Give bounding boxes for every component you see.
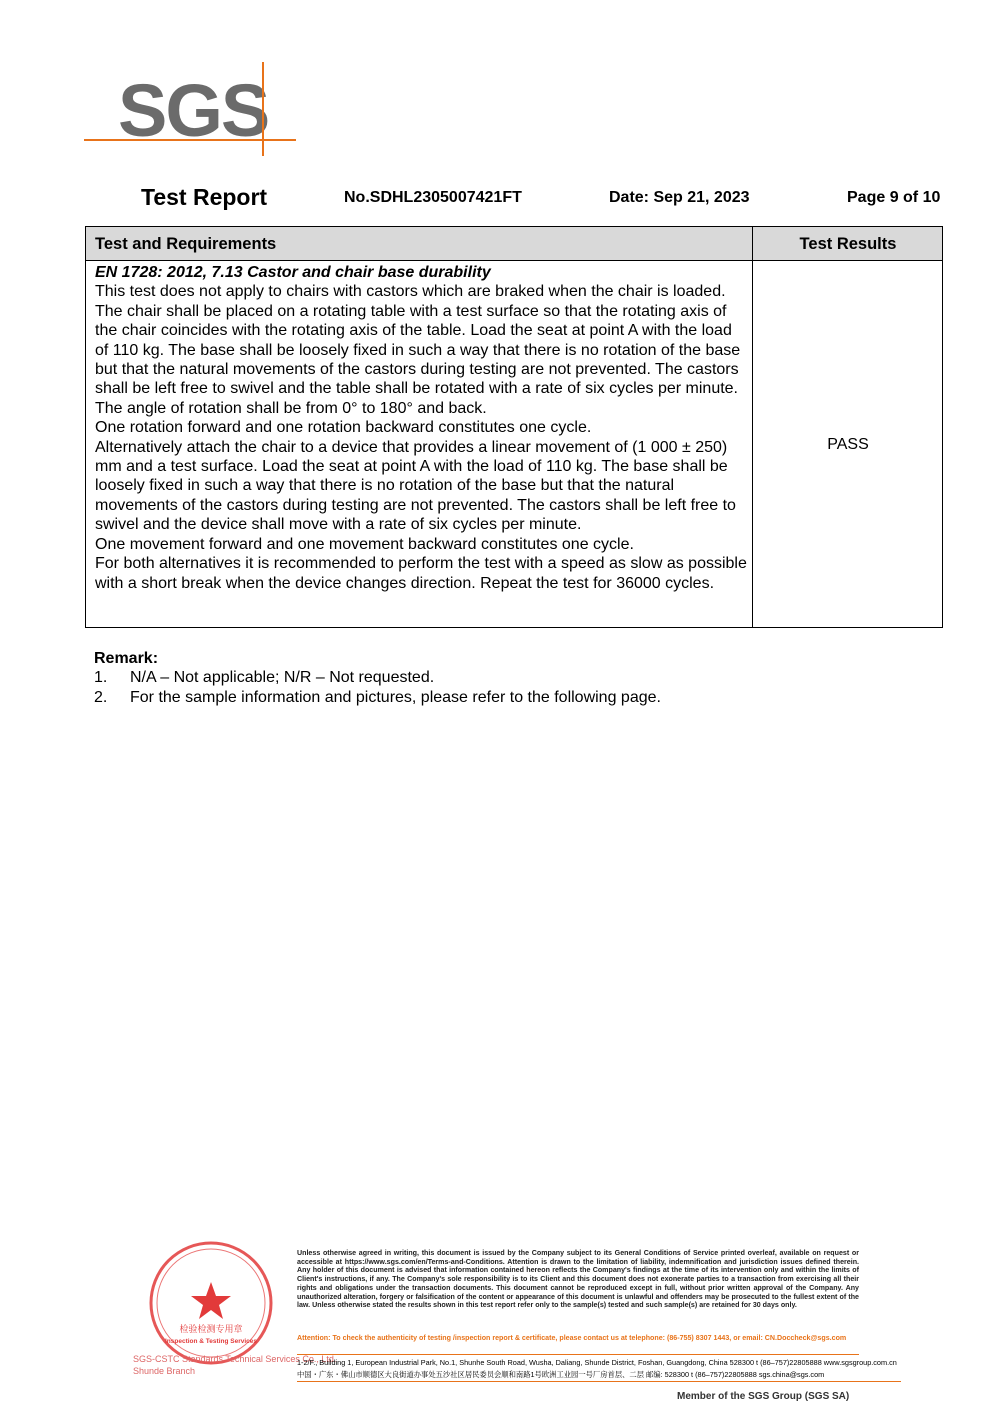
footer-divider: [297, 1381, 901, 1382]
remark-title: Remark:: [94, 650, 159, 667]
legal-disclaimer: Unless otherwise agreed in writing, this document is issued by the Company subject to its General Conditions of Service printed overleaf, available on request or accessible at https://www.sgs.com/en/Terms-and-Conditions. Attention is drawn to the limitation of liability, indemnification and jurisdiction issues defined therein. Any holder of this document is advised that information contained hereon reflects the Company's findings at the time of its intervention only and within the limits of Client's instructions, if any. The Company's sole responsibility is to its Client and this document does not exonerate parties to a transaction from exercising all their rights and obligations under the transaction documents. This document cannot be reproduced except in full, without prior written approval of the Company. Any unauthorized alteration, forgery or falsification of the content or appearance of this document is unlawful and offenders may be prosecuted to the fullest extent of the law. Unless otherwise stated the results shown in this test report refer only to the sample(s) tested and such sample(s) are retained for 30 days only.: [297, 1249, 859, 1310]
remark-item: [94, 689, 794, 709]
stamp-caption: SGS-CSTC Standards Technical Services Co., Ltd. Shunde Branch: [133, 1354, 337, 1376]
report-date: Date: Sep 21, 2023: [609, 189, 750, 206]
requirement-paragraph: For both alternatives it is recommended to perform the test with a speed as slow as possible with a short break when the device changes direction. Repeat the test for 36000 cycles.: [95, 555, 747, 592]
header-test-requirements: Test and Requirements: [95, 235, 277, 253]
column-divider: [752, 227, 753, 627]
remark-number: 1.: [94, 669, 108, 686]
sgs-logo: [80, 58, 300, 158]
report-number: No.SDHL2305007421FT: [344, 189, 522, 206]
authenticity-notice: Attention: To check the authenticity of testing /inspection report & certificate, please contact us at telephone: (86-755) 8307 1443, or email: CN.Doccheck@sgs.com: [297, 1334, 847, 1342]
test-result-value: PASS: [827, 436, 869, 453]
test-clause-heading: EN 1728: 2012, 7.13 Castor and chair base durability: [95, 264, 491, 281]
official-seal-stamp: [146, 1238, 276, 1368]
header-test-results: Test Results: [799, 235, 897, 253]
requirement-paragraph: The chair shall be placed on a rotating table with a test surface so that the rotating axis of the chair coincides with the rotating axis of the table. Load the seat at point A with the load of 110 kg. The base shall be loosely fixed in such a way that there is no rotation of the base but that the natural movements of the castors during testing are not prevented. The castors shall be left free to swivel and the table shall be rotated with a rate of six cycles per minute. The angle of rotation shall be from 0° to 180° and back.: [95, 302, 741, 417]
page-number: Page 9 of 10: [847, 189, 941, 206]
address-english: 1-2/F., Building 1, European Industrial Park, No.1, Shunhe South Road, Wusha, Daliang, Shunde District, Foshan, Guangdong, China 528300 t (86–757)22805888 www.sgsgroup.com.cn: [297, 1354, 859, 1367]
address-chinese: 中国・广东・佛山市顺德区大良街道办事处五沙社区居民委员会顺和南路1号欧洲工业园一号厂房首层、二层 邮编: 528300 t (86–757)22805888 sgs.china@sgs.com: [297, 1370, 825, 1379]
member-of-sgs-group: Member of the SGS Group (SGS SA): [677, 1391, 850, 1402]
test-results-table: [85, 226, 943, 628]
remark-number: 2.: [94, 689, 108, 706]
requirements-cell: [95, 263, 747, 593]
requirement-paragraph: One movement forward and one movement backward constitutes one cycle.: [95, 535, 634, 553]
svg-text:检验检测专用章: 检验检测专用章: [179, 1325, 243, 1335]
svg-text:Inspection & Testing Services: Inspection & Testing Services: [165, 1338, 257, 1345]
logo-wordmark: SGS: [118, 69, 269, 152]
requirement-paragraph: This test does not apply to chairs with castors which are braked when the chair is loaded.: [95, 283, 726, 301]
requirement-paragraph: One rotation forward and one rotation backward constitutes one cycle.: [95, 419, 592, 437]
report-title: Test Report: [141, 184, 268, 210]
remark-text: N/A – Not applicable; N/R – Not requested.: [130, 669, 435, 686]
requirement-paragraph: Alternatively attach the chair to a device that provides a linear movement of (1 000 ± 250) mm and a test surface. Load the seat at point A with the load of 110 kg. The base shall be loosely fixed in such a way that there is no rotation of the base but that the natural movements of the castors during testing are not prevented. The castors shall be left free to swivel and the device shall move with a rate of six cycles per minute.: [95, 438, 736, 534]
star-icon: [191, 1282, 231, 1319]
remark-text: For the sample information and pictures, please refer to the following page.: [130, 689, 661, 706]
remark-item: [94, 669, 794, 689]
